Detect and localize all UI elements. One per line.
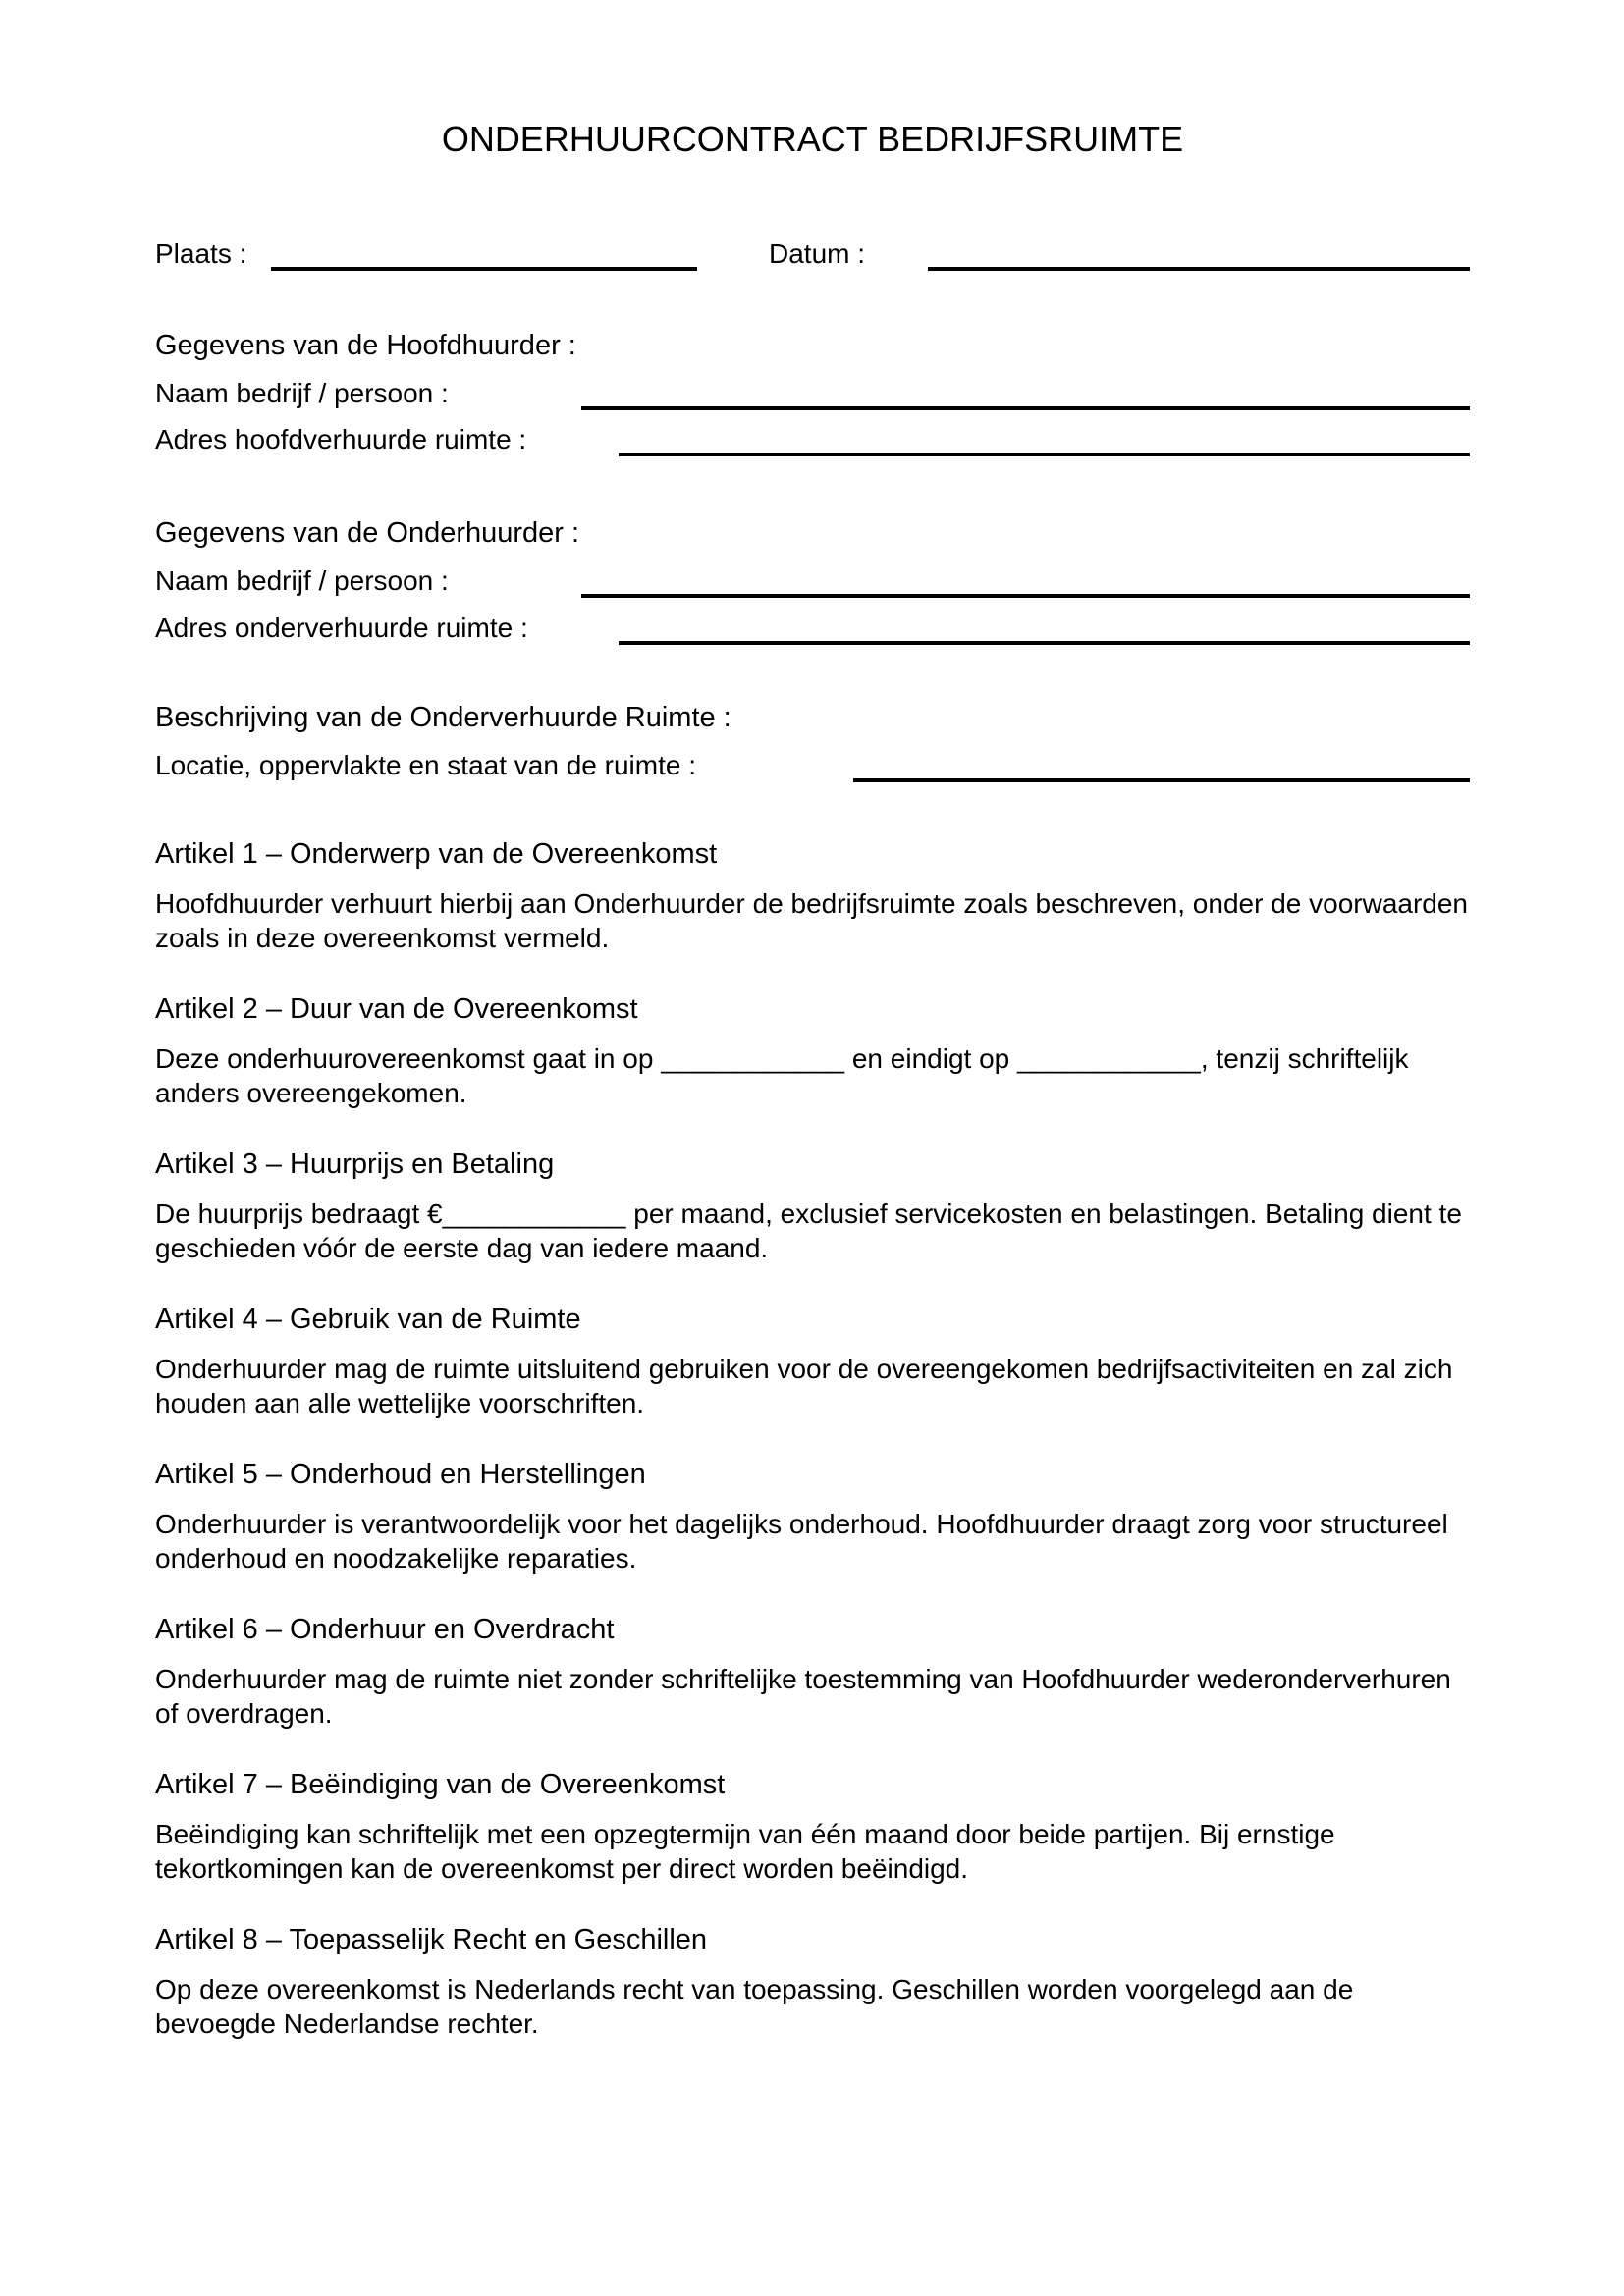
- onderhuurder-adres-label: Adres onderverhuurde ruimte :: [155, 613, 528, 643]
- article-body: Beëindiging kan schriftelijk met een opzegtermijn van één maand door beide partijen. Bij ernstige tekortkomingen kan de overeenkomst per direct worden beëindigd.: [155, 1819, 1335, 1884]
- beschrijving-locatie-label: Locatie, oppervlakte en staat van de ruimte :: [155, 750, 696, 780]
- hoofdhuurder-heading: Gegevens van de Hoofdhuurder :: [155, 330, 576, 361]
- article-heading: Artikel 6 – Onderhuur en Overdracht: [155, 1614, 615, 1645]
- onderhuurder-naam-blank-line[interactable]: [581, 563, 1470, 598]
- article-heading: Artikel 7 – Beëindiging van de Overeenkomst: [155, 1769, 726, 1800]
- article-body: Onderhuurder is verantwoordelijk voor het dagelijks onderhoud. Hoofdhuurder draagt zorg voor structureel onderhoud en noodzakelijke reparaties.: [155, 1509, 1448, 1574]
- plaats-label: Plaats :: [155, 239, 247, 269]
- onderhuurder-naam-row: [155, 563, 1470, 598]
- article-heading: Artikel 5 – Onderhoud en Herstellingen: [155, 1459, 646, 1490]
- article-body: Onderhuurder mag de ruimte uitsluitend gebruiken voor de overeengekomen bedrijfsactiviteiten en zal zich houden aan alle wettelijke voorschriften.: [155, 1354, 1453, 1418]
- plaats-blank-line[interactable]: [271, 237, 697, 271]
- beschrijving-locatie-blank-line[interactable]: [853, 748, 1470, 782]
- onderhuurder-adres-row: [155, 611, 1470, 645]
- article-heading: Artikel 1 – Onderwerp van de Overeenkomst: [155, 838, 718, 870]
- article-body: De huurprijs bedraagt €____________ per maand, exclusief servicekosten en belastingen. Betaling dient te geschieden vóór de eerste dag van iedere maand.: [155, 1199, 1462, 1263]
- beschrijving-heading: Beschrijving van de Onderverhuurde Ruimte :: [155, 702, 731, 733]
- datum-label: Datum :: [769, 239, 866, 269]
- article-heading: Artikel 4 – Gebruik van de Ruimte: [155, 1304, 581, 1335]
- beschrijving-locatie-row: [155, 748, 1470, 782]
- article-body: Op deze overeenkomst is Nederlands recht van toepassing. Geschillen worden voorgelegd aan de bevoegde Nederlandse rechter.: [155, 1974, 1354, 2039]
- article-heading: Artikel 2 – Duur van de Overeenkomst: [155, 993, 638, 1025]
- article-body: Deze onderhuurovereenkomst gaat in op ____________ en eindigt op ____________, tenzij schriftelijk anders overeengekomen.: [155, 1043, 1409, 1108]
- onderhuurder-naam-label: Naam bedrijf / persoon :: [155, 565, 449, 596]
- article-body: Onderhuurder mag de ruimte niet zonder schriftelijke toestemming van Hoofdhuurder wederonderverhuren of overdragen.: [155, 1664, 1451, 1729]
- hoofdhuurder-naam-blank-line[interactable]: [581, 376, 1470, 410]
- onderhuurder-adres-blank-line[interactable]: [619, 611, 1470, 645]
- hoofdhuurder-adres-label: Adres hoofdverhuurde ruimte :: [155, 424, 527, 454]
- document-title: ONDERHUURCONTRACT BEDRIJFSRUIMTE: [441, 119, 1184, 159]
- hoofdhuurder-naam-label: Naam bedrijf / persoon :: [155, 378, 449, 408]
- hoofdhuurder-naam-row: [155, 376, 1470, 410]
- hoofdhuurder-adres-blank-line[interactable]: [619, 422, 1470, 456]
- article-heading: Artikel 8 – Toepasselijk Recht en Geschillen: [155, 1924, 708, 1955]
- article-body: Hoofdhuurder verhuurt hierbij aan Onderhuurder de bedrijfsruimte zoals beschreven, onder de voorwaarden zoals in deze overeenkomst vermeld.: [155, 888, 1468, 953]
- plaats-datum-row: [155, 237, 1470, 271]
- articles-container: [155, 837, 1470, 2041]
- hoofdhuurder-adres-row: [155, 422, 1470, 456]
- datum-blank-line[interactable]: [928, 237, 1470, 271]
- article-heading: Artikel 3 – Huurprijs en Betaling: [155, 1148, 555, 1180]
- onderhuurder-heading: Gegevens van de Onderhuurder :: [155, 517, 580, 549]
